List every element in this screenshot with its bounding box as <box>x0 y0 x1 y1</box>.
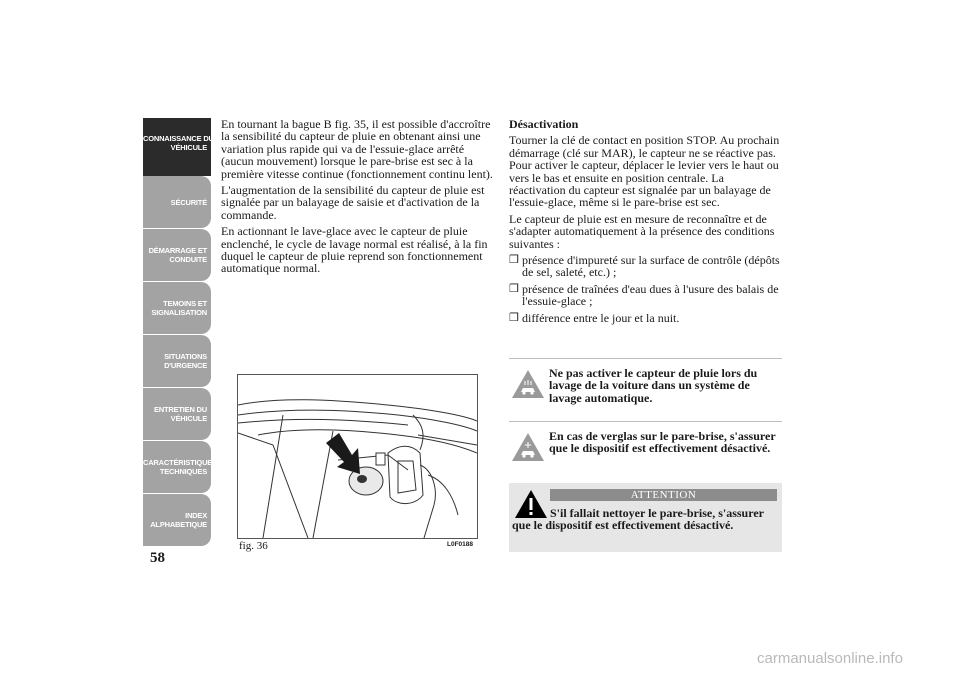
tab-label: INDEX <box>185 511 207 520</box>
ice-warning-icon <box>511 432 545 462</box>
tab-label: ALPHABETIQUE <box>150 520 207 529</box>
tab-situations-d-urgence[interactable] <box>143 335 211 387</box>
checkbox-bullet-icon: ❒ <box>509 282 519 295</box>
note-text: Ne pas activer le capteur de pluie lors du lavage de la voiture dans un système de lavage automatique. <box>549 366 758 405</box>
tab-label: SIGNALISATION <box>151 308 207 317</box>
paragraph: En tournant la bague B fig. 35, il est possible d'accroître la sensibilité du capteur de pluie en obtenant ainsi une variation plus rapide qui va de l'essuie-glace arrêté (aucun mouvement) lorsque le pare-brise est sec à la première vitesse continue (fonctionnement continu lent). <box>221 117 493 181</box>
attention-box <box>509 483 782 552</box>
arrow-icon <box>326 433 360 474</box>
watermark: carmanualsonline.info <box>757 650 903 667</box>
figure-code: L0F0188 <box>447 541 474 548</box>
list-item <box>509 312 782 324</box>
list-item <box>509 254 782 279</box>
list-item-text: différence entre le jour et la nuit. <box>522 310 680 325</box>
tab-securite[interactable] <box>143 176 211 228</box>
tab-caracteristiques-techniques[interactable] <box>143 441 217 493</box>
tab-label: SÉCURITÉ <box>170 197 207 207</box>
paragraph: En actionnant le lave-glace avec le capteur de pluie enclenché, le cycle de lavage normal est réalisé, à la fin duquel le capteur de pluie reprend son fonctionnement automatique normal. <box>221 224 488 276</box>
checkbox-bullet-icon: ❒ <box>509 311 519 324</box>
paragraph: Le capteur de pluie est en mesure de reconnaître et de s'adapter automatiquement à la présence des conditions suivantes : <box>509 211 775 251</box>
tab-label: DÉMARRAGE ET <box>148 246 207 255</box>
car-wash-warning-icon <box>511 369 545 399</box>
tab-label: CONDUITE <box>169 255 207 264</box>
chapter-sidebar <box>143 118 217 546</box>
tab-label: CONNAISSANCE DU <box>143 134 214 143</box>
note-text: En cas de verglas sur le pare-brise, s'assurer que le dispositif est effectivement désactivé. <box>549 429 776 456</box>
tab-entretien-du-vehicule[interactable] <box>143 388 211 440</box>
figure-caption: fig. 36 <box>239 540 268 552</box>
tab-connaissance-du-vehicule[interactable] <box>143 118 214 176</box>
right-column <box>509 118 782 328</box>
note-ice <box>509 421 782 483</box>
note-car-wash <box>509 358 782 422</box>
attention-text: S'il fallait nettoyer le pare-brise, s'assurer que le dispositif est effectivement désactivé. <box>512 506 764 533</box>
tab-label: VÉHICULE <box>170 414 207 423</box>
checkbox-bullet-icon: ❒ <box>509 254 519 267</box>
tab-temoins-et-signalisation[interactable] <box>143 282 211 334</box>
page-number: 58 <box>150 550 165 566</box>
paragraph: L'augmentation de la sensibilité du capteur de pluie est signalée par un balayage de saisie et d'activation de la commande. <box>221 183 485 222</box>
tab-label: CARACTÉRISTIQUES <box>143 458 217 467</box>
tab-label: VÉHICULE <box>170 143 207 152</box>
figure-rain-sensor <box>237 374 478 539</box>
list-item-text: présence de traînées d'eau dues à l'usure des balais de l'essuie-glace ; <box>522 281 779 309</box>
tab-demarrage-et-conduite[interactable] <box>143 229 211 281</box>
tab-label: D'URGENCE <box>164 361 207 370</box>
list-item-text: présence d'impureté sur la surface de contrôle (dépôts de sel, saleté, etc.) ; <box>522 253 780 280</box>
tab-label: TEMOINS ET <box>163 299 207 308</box>
paragraph: Tourner la clé de contact en position STOP. Au prochain démarrage (clé sur MAR), le capteur ne se réactive pas. Pour activer le capteur, déplacer le levier vers le haut ou vers le bas et ensuite en position centrale. La réactivation du capteur est signalée par un balayage de l'essuie-glace, même si le pare-brise est sec. <box>509 133 780 210</box>
rain-sensor-illustration <box>238 375 477 538</box>
section-title: Désactivation <box>509 117 579 131</box>
list-item <box>509 283 782 308</box>
tab-label: SITUATIONS <box>164 352 207 361</box>
tab-label: ENTRETIEN DU <box>153 405 207 414</box>
tab-index-alphabetique[interactable] <box>143 494 211 546</box>
left-column <box>221 118 493 279</box>
condition-list <box>509 254 782 324</box>
tab-label: TECHNIQUES <box>159 467 207 476</box>
attention-heading: ATTENTION <box>550 489 777 501</box>
